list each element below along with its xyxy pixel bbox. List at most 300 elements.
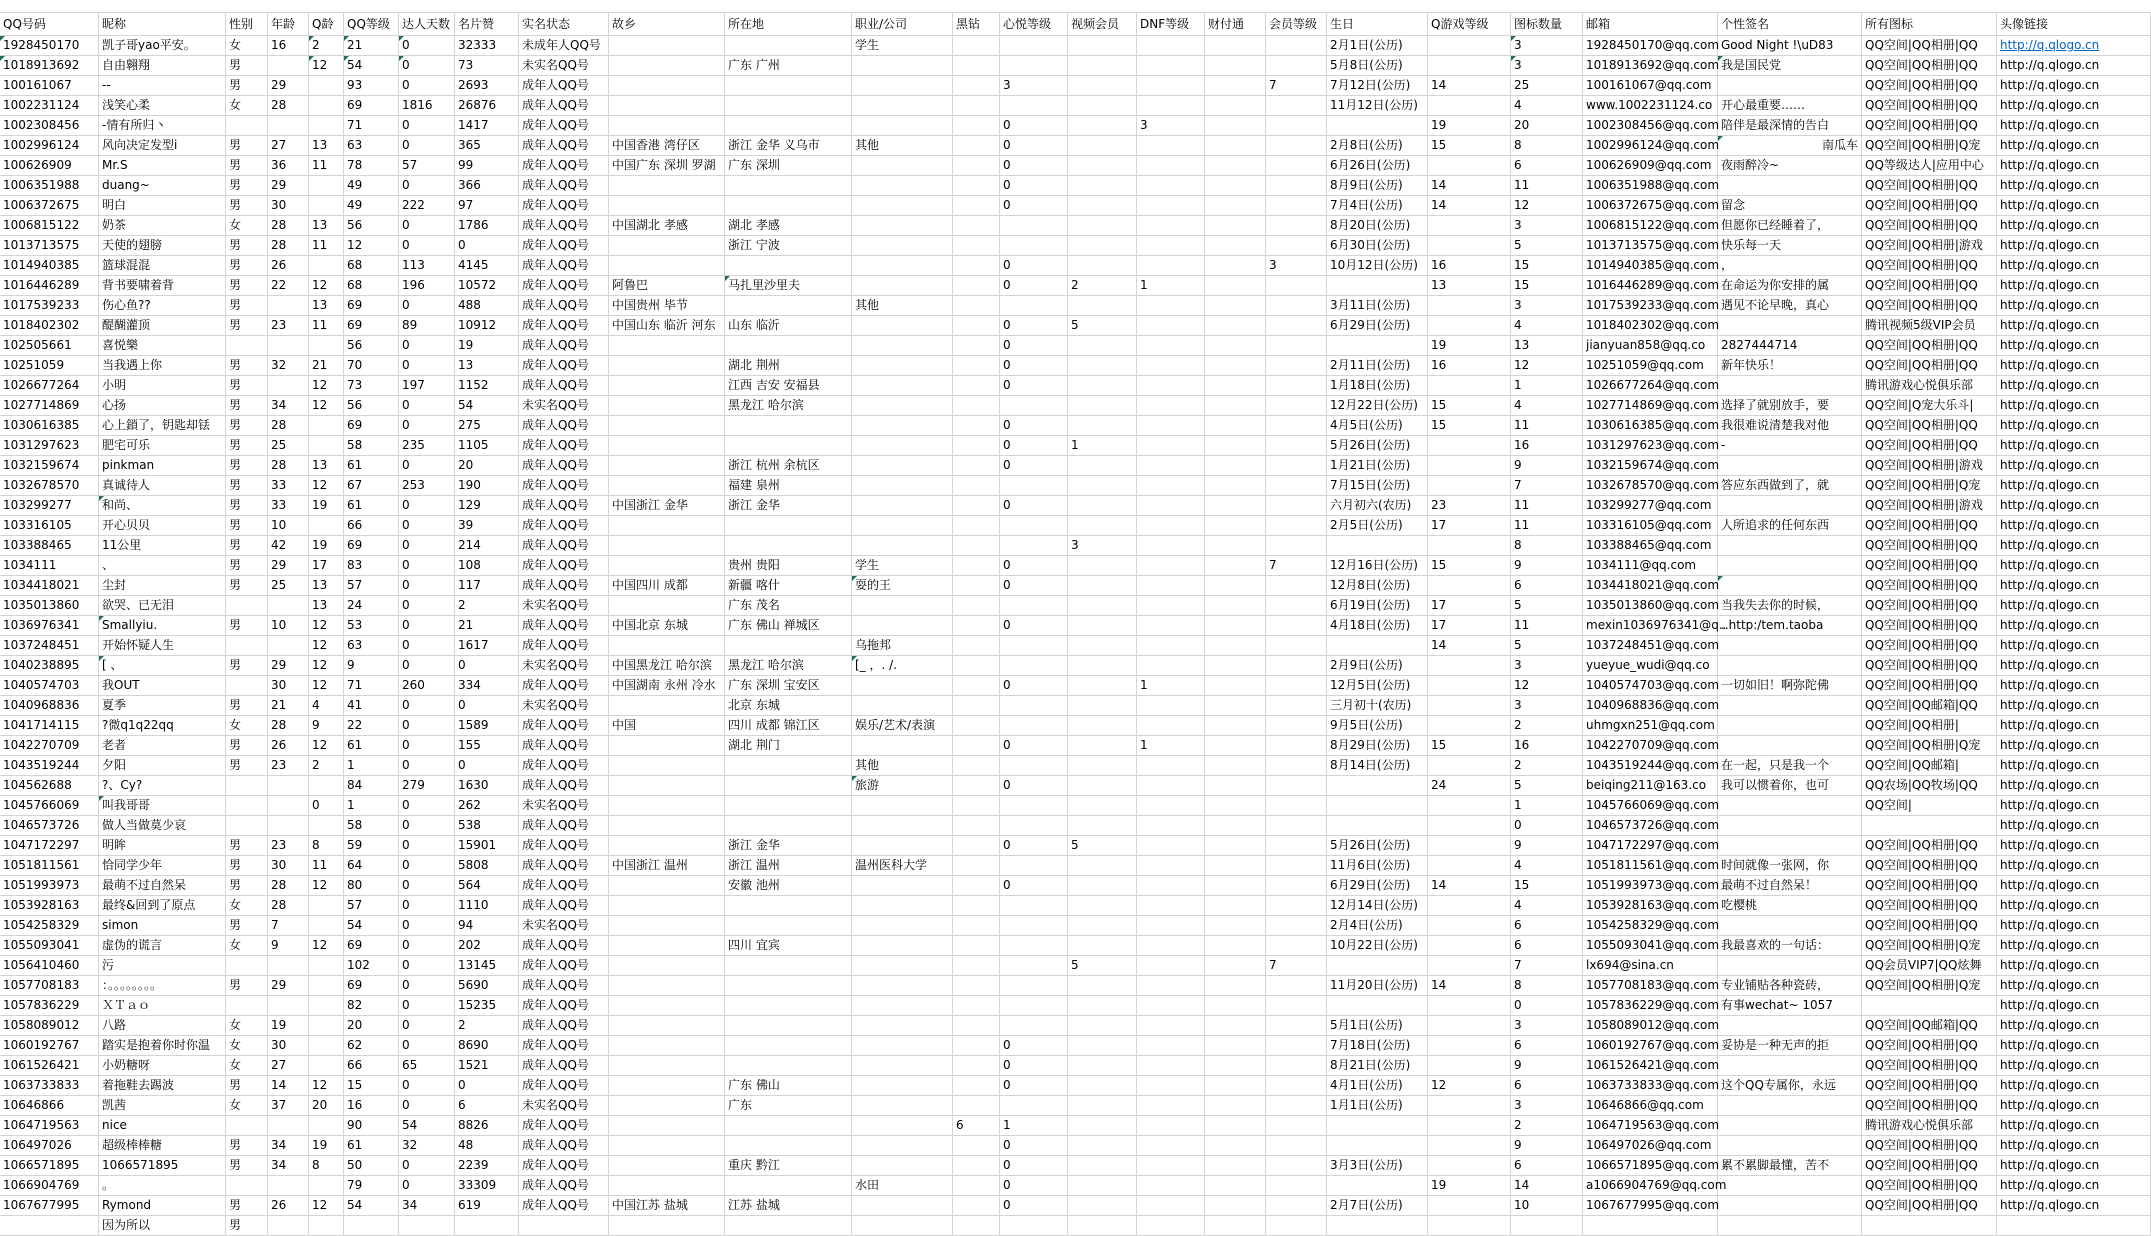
cell-video-vip[interactable] [1068,1156,1137,1176]
cell-signature[interactable]: 当我失去你的时候， [1718,596,1862,616]
cell-q-game-level[interactable]: 15 [1428,136,1511,156]
cell-tenpay[interactable] [1205,96,1266,116]
cell-all-icons[interactable]: QQ空间|QQ相册| [1862,716,1997,736]
cell-qq-level[interactable]: 59 [344,836,399,856]
cell-tenpay[interactable] [1205,1116,1266,1136]
cell-tenpay[interactable] [1205,196,1266,216]
cell-birthday[interactable]: 6月29日(公历) [1327,316,1428,336]
cell-xinyue-level[interactable]: 0 [1000,776,1068,796]
cell-vip-level[interactable] [1266,1096,1327,1116]
cell-realname-status[interactable]: 成年人QQ号 [519,416,609,436]
cell-hometown[interactable] [609,196,725,216]
cell-qq-level[interactable]: 24 [344,596,399,616]
cell-email[interactable]: 1045766069@qq.com [1583,796,1718,816]
cell-birthday[interactable]: 1月1日(公历) [1327,1096,1428,1116]
cell-avatar-link[interactable] [1997,1216,2151,1236]
cell-birthday[interactable] [1327,1216,1428,1236]
cell-age[interactable]: 30 [268,856,309,876]
cell-email[interactable]: 1013713575@qq.com [1583,236,1718,256]
cell-age[interactable]: 29 [268,556,309,576]
cell-vip-level[interactable] [1266,376,1327,396]
cell-job-company[interactable] [852,496,953,516]
cell-daren-days[interactable]: 0 [399,396,455,416]
cell-avatar-link[interactable]: http://q.qlogo.cn [1997,916,2151,936]
cell-tenpay[interactable] [1205,436,1266,456]
cell-vip-level[interactable] [1266,1036,1327,1056]
cell-black-diamond[interactable] [953,336,1000,356]
cell-xinyue-level[interactable]: 0 [1000,1196,1068,1216]
cell-job-company[interactable] [852,1196,953,1216]
cell-avatar-link[interactable]: http://q.qlogo.cn [1997,616,2151,636]
cell-card-likes[interactable]: 1617 [455,636,519,656]
cell-hometown[interactable] [609,1216,725,1236]
cell-daren-days[interactable]: 0 [399,936,455,956]
cell-nickname[interactable]: 伤心鱼?? [99,296,226,316]
cell-email[interactable]: 103388465@qq.com [1583,536,1718,556]
cell-signature[interactable]: - [1718,436,1862,456]
cell-video-vip[interactable] [1068,1036,1137,1056]
cell-avatar-link[interactable]: http://q.qlogo.cn [1997,1096,2151,1116]
cell-signature[interactable]: 有事wechat~ 1057 [1718,996,1862,1016]
cell-tenpay[interactable] [1205,816,1266,836]
cell-email[interactable]: 1051993973@qq.com [1583,876,1718,896]
cell-card-likes[interactable]: 32333 [455,36,519,56]
cell-q-age[interactable]: 12 [309,736,344,756]
cell-location[interactable]: 浙江 金华 义乌市 [725,136,852,156]
cell-video-vip[interactable] [1068,156,1137,176]
cell-daren-days[interactable]: 0 [399,496,455,516]
cell-location[interactable]: 四川 宜宾 [725,936,852,956]
cell-realname-status[interactable]: 成年人QQ号 [519,496,609,516]
cell-xinyue-level[interactable]: 0 [1000,116,1068,136]
cell-realname-status[interactable]: 成年人QQ号 [519,536,609,556]
cell-location[interactable]: 黑龙江 哈尔滨 [725,396,852,416]
cell-realname-status[interactable]: 成年人QQ号 [519,976,609,996]
cell-gender[interactable]: 男 [226,256,268,276]
cell-qq-level[interactable]: 70 [344,356,399,376]
cell-all-icons[interactable]: QQ空间|QQ相册|QQ [1862,1036,1997,1056]
cell-video-vip[interactable] [1068,776,1137,796]
cell-xinyue-level[interactable]: 0 [1000,1076,1068,1096]
cell-signature[interactable]: 我很难说清楚我对他 [1718,416,1862,436]
cell-job-company[interactable] [852,56,953,76]
cell-vip-level[interactable]: 7 [1266,76,1327,96]
cell-job-company[interactable] [852,336,953,356]
cell-hometown[interactable] [609,256,725,276]
cell-vip-level[interactable] [1266,176,1327,196]
cell-job-company[interactable]: 学生 [852,556,953,576]
cell-all-icons[interactable]: QQ空间|QQ相册|QQ [1862,1176,1997,1196]
cell-signature[interactable]: 在命运为你安排的属 [1718,276,1862,296]
cell-nickname[interactable]: 当我遇上你 [99,356,226,376]
cell-avatar-link[interactable]: http://q.qlogo.cn [1997,376,2151,396]
cell-card-likes[interactable]: 5690 [455,976,519,996]
cell-icon-count[interactable]: 6 [1511,156,1583,176]
cell-q-game-level[interactable] [1428,156,1511,176]
cell-nickname[interactable]: 最萌不过自然呆 [99,876,226,896]
cell-daren-days[interactable]: 0 [399,56,455,76]
cell-q-game-level[interactable] [1428,36,1511,56]
cell-avatar-link[interactable]: http://q.qlogo.cn [1997,836,2151,856]
cell-q-age[interactable]: 11 [309,856,344,876]
cell-job-company[interactable] [852,956,953,976]
cell-daren-days[interactable]: 0 [399,876,455,896]
cell-card-likes[interactable]: 275 [455,416,519,436]
cell-dnf-level[interactable] [1137,1136,1205,1156]
cell-birthday[interactable]: 8月29日(公历) [1327,736,1428,756]
header-nickname[interactable]: 昵称 [99,13,226,36]
cell-avatar-link[interactable]: http://q.qlogo.cn [1997,296,2151,316]
cell-q-age[interactable]: 12 [309,276,344,296]
cell-qq-level[interactable]: 68 [344,276,399,296]
cell-avatar-link[interactable]: http://q.qlogo.cn [1997,1196,2151,1216]
cell-realname-status[interactable]: 成年人QQ号 [519,376,609,396]
cell-q-age[interactable]: 12 [309,636,344,656]
cell-qq-number[interactable]: 1002308456 [0,116,99,136]
cell-q-game-level[interactable]: 16 [1428,356,1511,376]
cell-qq-level[interactable]: 1 [344,796,399,816]
cell-black-diamond[interactable] [953,536,1000,556]
cell-qq-level[interactable]: 58 [344,436,399,456]
cell-daren-days[interactable]: 0 [399,1016,455,1036]
cell-realname-status[interactable]: 成年人QQ号 [519,616,609,636]
cell-birthday[interactable] [1327,956,1428,976]
cell-all-icons[interactable]: QQ空间|QQ相册|QQ [1862,56,1997,76]
cell-xinyue-level[interactable]: 0 [1000,276,1068,296]
cell-xinyue-level[interactable]: 0 [1000,836,1068,856]
cell-video-vip[interactable] [1068,296,1137,316]
cell-tenpay[interactable] [1205,396,1266,416]
cell-location[interactable] [725,296,852,316]
cell-qq-number[interactable]: 1066904769 [0,1176,99,1196]
cell-vip-level[interactable] [1266,676,1327,696]
cell-icon-count[interactable]: 7 [1511,476,1583,496]
cell-video-vip[interactable] [1068,76,1137,96]
cell-email[interactable]: 10251059@qq.com [1583,356,1718,376]
cell-daren-days[interactable]: 34 [399,1196,455,1216]
cell-daren-days[interactable]: 0 [399,556,455,576]
header-avatar-link[interactable]: 头像链接 [1997,13,2151,36]
cell-tenpay[interactable] [1205,896,1266,916]
cell-qq-number[interactable]: 1043519244 [0,756,99,776]
cell-q-game-level[interactable]: 14 [1428,636,1511,656]
cell-avatar-link[interactable]: http://q.qlogo.cn [1997,576,2151,596]
cell-q-age[interactable]: 12 [309,376,344,396]
cell-q-age[interactable]: 12 [309,1076,344,1096]
cell-gender[interactable]: 男 [226,616,268,636]
cell-video-vip[interactable] [1068,416,1137,436]
cell-xinyue-level[interactable]: 3 [1000,76,1068,96]
cell-all-icons[interactable]: QQ空间|QQ相册|QQ [1862,536,1997,556]
cell-video-vip[interactable]: 1 [1068,436,1137,456]
cell-nickname[interactable]: 奶茶 [99,216,226,236]
cell-hometown[interactable]: 中国浙江 温州 [609,856,725,876]
cell-realname-status[interactable]: 未实名QQ号 [519,596,609,616]
cell-age[interactable]: 25 [268,436,309,456]
cell-vip-level[interactable] [1266,216,1327,236]
cell-black-diamond[interactable] [953,936,1000,956]
cell-q-age[interactable]: 17 [309,556,344,576]
cell-gender[interactable]: 男 [226,436,268,456]
cell-gender[interactable]: 男 [226,656,268,676]
header-video-vip[interactable]: 视频会员 [1068,13,1137,36]
cell-tenpay[interactable] [1205,676,1266,696]
cell-qq-number[interactable]: 1040238895 [0,656,99,676]
cell-qq-level[interactable]: 61 [344,456,399,476]
cell-qq-number[interactable]: 1042270709 [0,736,99,756]
cell-nickname[interactable]: 因为所以 [99,1216,226,1236]
cell-q-game-level[interactable] [1428,1136,1511,1156]
cell-hometown[interactable] [609,516,725,536]
cell-daren-days[interactable]: 0 [399,1076,455,1096]
cell-gender[interactable] [226,1116,268,1136]
cell-black-diamond[interactable] [953,916,1000,936]
header-location[interactable]: 所在地 [725,13,852,36]
cell-daren-days[interactable]: 0 [399,596,455,616]
cell-gender[interactable] [226,816,268,836]
cell-all-icons[interactable]: QQ空间|QQ相册|QQ [1862,96,1997,116]
cell-card-likes[interactable]: 21 [455,616,519,636]
cell-realname-status[interactable]: 成年人QQ号 [519,116,609,136]
cell-nickname[interactable]: pinkman [99,456,226,476]
cell-q-game-level[interactable] [1428,1116,1511,1136]
cell-realname-status[interactable]: 成年人QQ号 [519,296,609,316]
cell-icon-count[interactable]: 1 [1511,376,1583,396]
cell-daren-days[interactable]: 0 [399,756,455,776]
header-realname-status[interactable]: 实名状态 [519,13,609,36]
cell-realname-status[interactable]: 成年人QQ号 [519,716,609,736]
cell-qq-level[interactable]: 57 [344,576,399,596]
cell-birthday[interactable]: 11月6日(公历) [1327,856,1428,876]
cell-black-diamond[interactable] [953,996,1000,1016]
cell-q-game-level[interactable] [1428,456,1511,476]
cell-qq-number[interactable]: 1064719563 [0,1116,99,1136]
cell-vip-level[interactable] [1266,856,1327,876]
header-birthday[interactable]: 生日 [1327,13,1428,36]
cell-black-diamond[interactable] [953,896,1000,916]
cell-icon-count[interactable]: 8 [1511,136,1583,156]
cell-realname-status[interactable]: 成年人QQ号 [519,236,609,256]
cell-q-game-level[interactable]: 19 [1428,1176,1511,1196]
cell-icon-count[interactable]: 11 [1511,176,1583,196]
cell-nickname[interactable]: 醍醐灌顶 [99,316,226,336]
cell-job-company[interactable] [852,276,953,296]
cell-tenpay[interactable] [1205,636,1266,656]
cell-email[interactable]: 1016446289@qq.com [1583,276,1718,296]
cell-daren-days[interactable]: 54 [399,1116,455,1136]
cell-dnf-level[interactable]: 1 [1137,676,1205,696]
cell-gender[interactable]: 男 [226,1136,268,1156]
cell-video-vip[interactable] [1068,56,1137,76]
cell-location[interactable]: 广东 广州 [725,56,852,76]
cell-signature[interactable]: 我可以惯着你，也可 [1718,776,1862,796]
cell-age[interactable]: 22 [268,276,309,296]
cell-age[interactable] [268,776,309,796]
cell-video-vip[interactable] [1068,796,1137,816]
cell-gender[interactable] [226,796,268,816]
cell-signature[interactable] [1718,316,1862,336]
cell-card-likes[interactable]: 10912 [455,316,519,336]
cell-dnf-level[interactable] [1137,776,1205,796]
cell-birthday[interactable] [1327,536,1428,556]
cell-nickname[interactable]: 背书要啸着背 [99,276,226,296]
cell-black-diamond[interactable] [953,236,1000,256]
cell-realname-status[interactable]: 未实名QQ号 [519,396,609,416]
cell-qq-level[interactable]: 61 [344,736,399,756]
cell-q-age[interactable] [309,416,344,436]
cell-black-diamond[interactable] [953,416,1000,436]
cell-nickname[interactable]: 夏季 [99,696,226,716]
cell-age[interactable] [268,296,309,316]
cell-job-company[interactable] [852,256,953,276]
cell-nickname[interactable]: 。 [99,1176,226,1196]
cell-dnf-level[interactable] [1137,76,1205,96]
cell-realname-status[interactable]: 成年人QQ号 [519,1016,609,1036]
cell-age[interactable]: 37 [268,1096,309,1116]
cell-realname-status[interactable]: 成年人QQ号 [519,936,609,956]
cell-q-age[interactable] [309,956,344,976]
cell-signature[interactable] [1718,956,1862,976]
cell-black-diamond[interactable] [953,476,1000,496]
cell-vip-level[interactable] [1266,916,1327,936]
cell-vip-level[interactable] [1266,976,1327,996]
cell-black-diamond[interactable] [953,696,1000,716]
cell-q-age[interactable]: 13 [309,576,344,596]
cell-job-company[interactable] [852,76,953,96]
cell-avatar-link[interactable]: http://q.qlogo.cn [1997,256,2151,276]
cell-video-vip[interactable] [1068,936,1137,956]
cell-all-icons[interactable]: QQ空间|QQ相册|QQ [1862,856,1997,876]
cell-q-age[interactable]: 19 [309,496,344,516]
cell-q-game-level[interactable] [1428,1016,1511,1036]
cell-tenpay[interactable] [1205,236,1266,256]
cell-realname-status[interactable]: 成年人QQ号 [519,856,609,876]
cell-age[interactable]: 28 [268,876,309,896]
cell-hometown[interactable] [609,436,725,456]
cell-hometown[interactable]: 中国江苏 盐城 [609,1196,725,1216]
cell-qq-number[interactable]: 1013713575 [0,236,99,256]
cell-job-company[interactable]: 学生 [852,36,953,56]
cell-card-likes[interactable]: 619 [455,1196,519,1216]
cell-xinyue-level[interactable] [1000,396,1068,416]
cell-video-vip[interactable] [1068,216,1137,236]
cell-avatar-link[interactable]: http://q.qlogo.cn [1997,236,2151,256]
cell-realname-status[interactable]: 成年人QQ号 [519,436,609,456]
cell-qq-level[interactable]: 63 [344,136,399,156]
cell-age[interactable]: 28 [268,96,309,116]
cell-vip-level[interactable] [1266,236,1327,256]
cell-q-age[interactable] [309,176,344,196]
cell-daren-days[interactable]: 1816 [399,96,455,116]
cell-avatar-link[interactable]: http://q.qlogo.cn [1997,1136,2151,1156]
cell-vip-level[interactable] [1266,716,1327,736]
cell-email[interactable]: 100626909@qq.com [1583,156,1718,176]
cell-vip-level[interactable] [1266,1136,1327,1156]
cell-signature[interactable]: 专业铺贴各种瓷砖， [1718,976,1862,996]
cell-email[interactable]: mexin1036976341@q.. [1583,616,1718,636]
cell-card-likes[interactable]: 54 [455,396,519,416]
cell-gender[interactable] [226,996,268,1016]
cell-job-company[interactable] [852,196,953,216]
cell-tenpay[interactable] [1205,1096,1266,1116]
cell-vip-level[interactable] [1266,636,1327,656]
cell-qq-level[interactable]: 21 [344,36,399,56]
cell-job-company[interactable] [852,516,953,536]
cell-black-diamond[interactable] [953,256,1000,276]
cell-q-age[interactable]: 13 [309,216,344,236]
cell-vip-level[interactable] [1266,136,1327,156]
cell-video-vip[interactable] [1068,1176,1137,1196]
cell-qq-number[interactable]: 1026677264 [0,376,99,396]
cell-daren-days[interactable]: 0 [399,1096,455,1116]
cell-job-company[interactable] [852,996,953,1016]
cell-q-age[interactable]: 11 [309,156,344,176]
cell-all-icons[interactable]: QQ空间|QQ相册|游戏 [1862,496,1997,516]
cell-qq-number[interactable] [0,1216,99,1236]
cell-nickname[interactable]: simon [99,916,226,936]
cell-hometown[interactable] [609,1096,725,1116]
cell-icon-count[interactable]: 8 [1511,976,1583,996]
cell-signature[interactable] [1718,1136,1862,1156]
cell-all-icons[interactable]: QQ空间|QQ相册|Q宠 [1862,736,1997,756]
cell-card-likes[interactable]: 0 [455,756,519,776]
header-age[interactable]: 年龄 [268,13,309,36]
cell-black-diamond[interactable] [953,956,1000,976]
cell-realname-status[interactable]: 成年人QQ号 [519,96,609,116]
cell-age[interactable]: 29 [268,976,309,996]
cell-q-age[interactable] [309,1056,344,1076]
cell-qq-number[interactable]: 10251059 [0,356,99,376]
cell-xinyue-level[interactable]: 0 [1000,736,1068,756]
cell-age[interactable]: 32 [268,356,309,376]
cell-location[interactable] [725,1056,852,1076]
cell-black-diamond[interactable] [953,1136,1000,1156]
cell-hometown[interactable] [609,936,725,956]
cell-qq-number[interactable]: 1056410460 [0,956,99,976]
cell-tenpay[interactable] [1205,1196,1266,1216]
cell-daren-days[interactable]: 0 [399,216,455,236]
cell-tenpay[interactable] [1205,956,1266,976]
cell-daren-days[interactable]: 0 [399,516,455,536]
cell-card-likes[interactable]: 1630 [455,776,519,796]
cell-daren-days[interactable]: 253 [399,476,455,496]
cell-qq-number[interactable]: 1060192767 [0,1036,99,1056]
cell-video-vip[interactable] [1068,96,1137,116]
cell-birthday[interactable] [1327,1116,1428,1136]
cell-vip-level[interactable] [1266,656,1327,676]
cell-q-age[interactable]: 12 [309,656,344,676]
cell-all-icons[interactable]: QQ空间| [1862,796,1997,816]
cell-vip-level[interactable] [1266,1116,1327,1136]
cell-nickname[interactable]: 和尚、 [99,496,226,516]
cell-q-game-level[interactable] [1428,1216,1511,1236]
cell-q-age[interactable]: 13 [309,596,344,616]
cell-icon-count[interactable]: 4 [1511,396,1583,416]
cell-signature[interactable] [1718,816,1862,836]
cell-hometown[interactable] [609,176,725,196]
cell-job-company[interactable] [852,916,953,936]
cell-location[interactable]: 黑龙江 哈尔滨 [725,656,852,676]
cell-tenpay[interactable] [1205,1016,1266,1036]
header-q-game-level[interactable]: Q游戏等级 [1428,13,1511,36]
cell-hometown[interactable] [609,1036,725,1056]
cell-tenpay[interactable] [1205,856,1266,876]
cell-job-company[interactable] [852,1156,953,1176]
cell-avatar-link[interactable]: http://q.qlogo.cn [1997,796,2151,816]
cell-video-vip[interactable] [1068,236,1137,256]
cell-realname-status[interactable]: 成年人QQ号 [519,1176,609,1196]
cell-nickname[interactable]: 心扬 [99,396,226,416]
